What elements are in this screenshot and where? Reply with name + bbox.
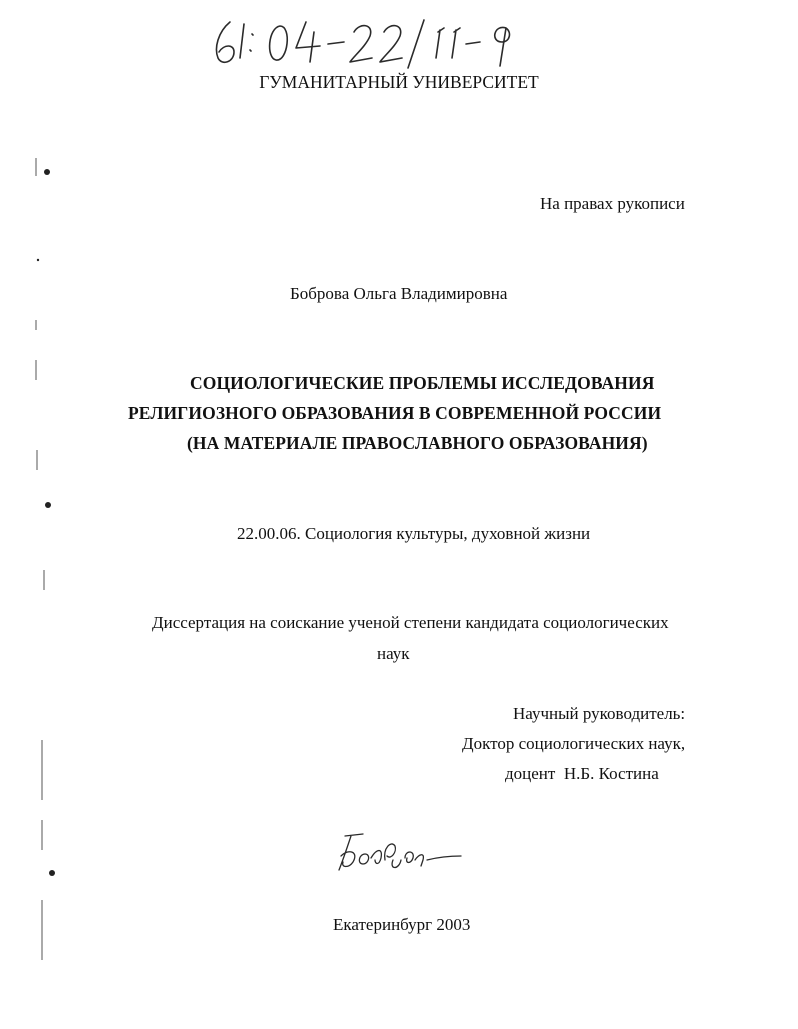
supervisor-name: доцент Н.Б. Костина <box>505 764 659 783</box>
dissertation-line-2: наук <box>377 644 410 663</box>
author-name: Боброва Ольга Владимировна <box>290 284 508 303</box>
thesis-title-line-2: РЕЛИГИОЗНОГО ОБРАЗОВАНИЯ В СОВРЕМЕННОЙ РОССИИ <box>128 403 662 423</box>
archive-code-handwriting <box>208 14 538 70</box>
supervisor-degree: Доктор социологических наук, <box>462 734 686 753</box>
scan-edge-artifacts <box>0 0 60 1029</box>
city-year: Екатеринбург 2003 <box>333 915 471 934</box>
rights-note: На правах рукописи <box>540 194 685 213</box>
dissertation-line-1: Диссертация на соискание ученой степени кандидата социологических <box>152 613 669 632</box>
specialty-code: 22.00.06. Социология культуры, духовной жизни <box>237 524 591 543</box>
supervisor-label: Научный руководитель: <box>513 704 686 723</box>
author-signature <box>335 830 465 878</box>
thesis-title-line-1: СОЦИОЛОГИЧЕСКИЕ ПРОБЛЕМЫ ИССЛЕДОВАНИЯ <box>190 373 655 393</box>
university-name: ГУМАНИТАРНЫЙ УНИВЕРСИТЕТ <box>259 72 539 92</box>
thesis-title-line-3: (НА МАТЕРИАЛЕ ПРАВОСЛАВНОГО ОБРАЗОВАНИЯ) <box>187 433 648 453</box>
